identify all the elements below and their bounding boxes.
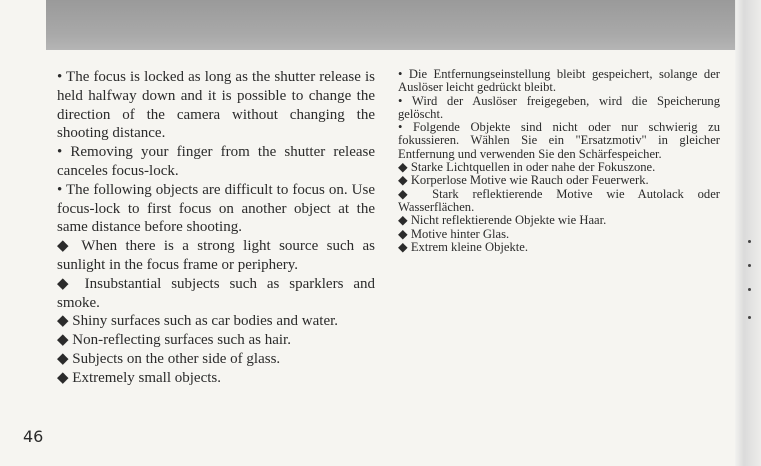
english-list-item: ◆ When there is a strong light source such as sunlight in the focus frame or periphery. [57,238,375,273]
page-number: 46 [23,427,44,446]
german-list-item: ◆ Starke Lichtquellen in oder nahe der Fokuszone. [398,160,656,175]
german-list-item: ◆ Stark reflektierende Motive wie Autolack oder Wasserflächen. [398,186,720,214]
german-paragraph: • Folgende Objekte sind nicht oder nur schwierig zu fokussieren. Wählen Sie ein "Ersatzmotiv" in gleicher Entfernung und verwenden Sie den Schärfespeicher. [398,120,720,161]
english-paragraph: • The following objects are difficult to focus on. Use focus-lock to first focus on another object at the same distance before shooting. [57,181,375,236]
english-list-item: ◆ Shiny surfaces such as car bodies and water. [57,313,339,330]
edge-mark [748,240,751,243]
german-column [398,68,720,254]
edge-mark [748,288,751,291]
german-paragraph: • Die Entfernungseinstellung bleibt gespeichert, solange der Auslöser leicht gedrückt bleibt. [398,67,720,95]
german-paragraph: • Wird der Auslöser freigegeben, wird die Speicherung gelöscht. [398,93,720,121]
top-gray-band [46,0,736,50]
page-edge-shadow [735,0,761,466]
english-paragraph: • The focus is locked as long as the shutter release is held halfway down and it is possible to change the direction of the camera without changing the shooting distance. [57,69,375,142]
german-list-item: ◆ Extrem kleine Objekte. [398,239,528,254]
english-list-item: ◆ Non-reflecting surfaces such as hair. [57,332,291,349]
english-list-item: ◆ Insubstantial subjects such as sparklers and smoke. [57,275,375,311]
english-list-item: ◆ Subjects on the other side of glass. [57,350,281,367]
german-list-item: ◆ Motive hinter Glas. [398,226,510,241]
edge-mark [748,264,751,267]
edge-mark [748,316,751,319]
german-list-item: ◆ Nicht reflektierende Objekte wie Haar. [398,213,607,228]
german-list-item: ◆ Korperlose Motive wie Rauch oder Feuerwerk. [398,173,649,188]
english-column [57,68,375,388]
english-paragraph: • Removing your finger from the shutter release canceles focus-lock. [57,144,375,179]
english-list-item: ◆ Extremely small objects. [57,369,221,386]
